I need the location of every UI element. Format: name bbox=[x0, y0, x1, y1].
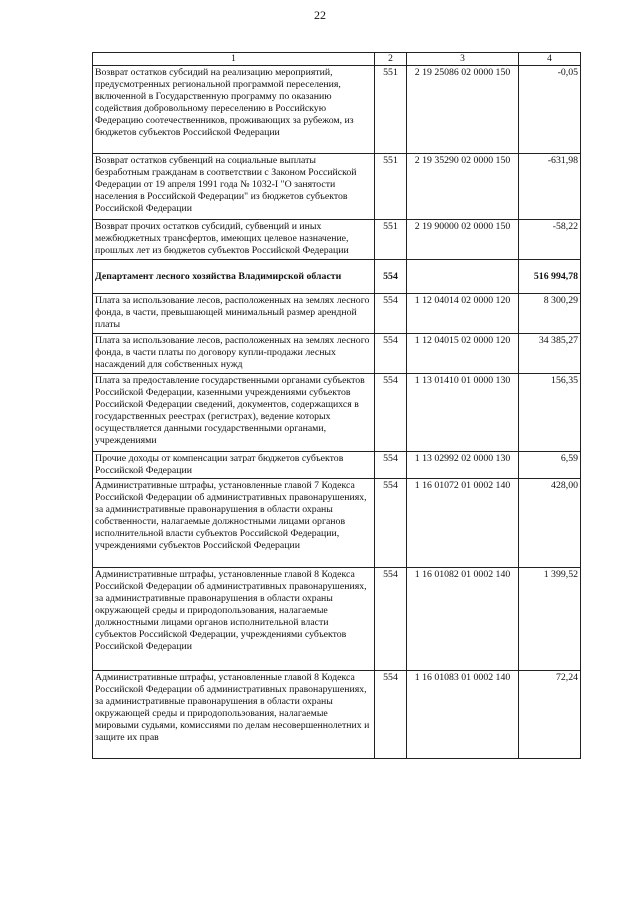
table-row bbox=[93, 154, 581, 220]
page-number: 22 bbox=[314, 8, 326, 22]
table-row bbox=[93, 374, 581, 452]
table-row bbox=[93, 334, 581, 374]
column-header: 2 bbox=[375, 53, 407, 66]
budget-table bbox=[92, 52, 581, 759]
row-code: 554 bbox=[375, 334, 407, 374]
table-row bbox=[93, 479, 581, 568]
row-name: Плата за использование лесов, расположенных на землях лесного фонда, в части, превышающей минимальный размер арендной платы bbox=[93, 294, 375, 334]
row-amount: -0,05 bbox=[519, 66, 581, 154]
row-name: Плата за предоставление государственными органами субъектов Российской Федерации, казенными учреждениями субъектов Российской Федерации сведений, документов, содержащихся в государственных реестрах (регистрах), ведение которых осуществляется данными государственными органами, учреждениями bbox=[93, 374, 375, 452]
row-name: Административные штрафы, установленные главой 7 Кодекса Российской Федерации об административных правонарушениях, за административные правонарушения в области охраны собственности, налагаемые должностными лицами органов исполнительной власти субъектов Российской Федерации, учреждениями субъектов Российской Федерации bbox=[93, 479, 375, 568]
row-name: Плата за использование лесов, расположенных на землях лесного фонда, в части платы по договору купли-продажи лесных насаждений для собственных нужд bbox=[93, 334, 375, 374]
row-amount: 428,00 bbox=[519, 479, 581, 568]
row-name: Административные штрафы, установленные главой 8 Кодекса Российской Федерации об административных правонарушениях, за административные правонарушения в области охраны окружающей среды и природопользования, налагаемые мировыми судьями, комиссиями по делам несовершеннолетних и защите их прав bbox=[93, 671, 375, 759]
row-code: 551 bbox=[375, 66, 407, 154]
row-code: 554 bbox=[375, 294, 407, 334]
row-amount: -58,22 bbox=[519, 220, 581, 260]
table-row bbox=[93, 452, 581, 479]
row-name: Возврат прочих остатков субсидий, субвенций и иных межбюджетных трансфертов, имеющих целевое назначение, прошлых лет из бюджетов субъектов Российской Федерации bbox=[93, 220, 375, 260]
row-code: 554 bbox=[375, 260, 407, 294]
row-kbk: 1 13 01410 01 0000 130 bbox=[407, 374, 519, 452]
row-kbk: 1 12 04014 02 0000 120 bbox=[407, 294, 519, 334]
row-name: Прочие доходы от компенсации затрат бюджетов субъектов Российской Федерации bbox=[93, 452, 375, 479]
row-amount: 8 300,29 bbox=[519, 294, 581, 334]
column-header: 1 bbox=[93, 53, 375, 66]
row-kbk: 1 13 02992 02 0000 130 bbox=[407, 452, 519, 479]
row-name: Возврат остатков субвенций на социальные выплаты безработным гражданам в соответствии с Законом Российской Федерации от 19 апреля 1991 года № 1032-I "О занятости населения в Российской Федерации" из бюджетов субъектов Российской Федерации bbox=[93, 154, 375, 220]
row-name: Возврат остатков субсидий на реализацию мероприятий, предусмотренных региональной программой переселения, включенной в Государственную программу по оказанию содействия добровольному переселению в Российскую Федерацию соотечественников, проживающих за рубежом, из бюджетов субъектов Российской Федерации bbox=[93, 66, 375, 154]
table-row bbox=[93, 66, 581, 154]
row-kbk: 1 16 01072 01 0002 140 bbox=[407, 479, 519, 568]
row-code: 551 bbox=[375, 154, 407, 220]
table-row bbox=[93, 294, 581, 334]
row-name: Административные штрафы, установленные главой 8 Кодекса Российской Федерации об административных правонарушениях, за административные правонарушения в области охраны окружающей среды и природопользования, налагаемые должностными лицами органов исполнительной власти субъектов Российской Федерации, учреждениями субъектов Российской Федерации bbox=[93, 568, 375, 671]
department-row bbox=[93, 260, 581, 294]
row-code: 554 bbox=[375, 452, 407, 479]
row-kbk: 2 19 90000 02 0000 150 bbox=[407, 220, 519, 260]
row-amount: 6,59 bbox=[519, 452, 581, 479]
table-row bbox=[93, 220, 581, 260]
row-code: 554 bbox=[375, 671, 407, 759]
row-amount: 34 385,27 bbox=[519, 334, 581, 374]
table-row bbox=[93, 671, 581, 759]
row-code: 551 bbox=[375, 220, 407, 260]
row-amount: 1 399,52 bbox=[519, 568, 581, 671]
row-kbk: 1 16 01082 01 0002 140 bbox=[407, 568, 519, 671]
row-code: 554 bbox=[375, 479, 407, 568]
row-kbk: 2 19 35290 02 0000 150 bbox=[407, 154, 519, 220]
row-code: 554 bbox=[375, 374, 407, 452]
table-row bbox=[93, 568, 581, 671]
row-kbk bbox=[407, 260, 519, 294]
row-code: 554 bbox=[375, 568, 407, 671]
department-total: 516 994,78 bbox=[519, 260, 581, 294]
row-kbk: 2 19 25086 02 0000 150 bbox=[407, 66, 519, 154]
row-kbk: 1 16 01083 01 0002 140 bbox=[407, 671, 519, 759]
row-kbk: 1 12 04015 02 0000 120 bbox=[407, 334, 519, 374]
column-header: 4 bbox=[519, 53, 581, 66]
table-header-row bbox=[93, 53, 581, 66]
row-amount: -631,98 bbox=[519, 154, 581, 220]
row-amount: 72,24 bbox=[519, 671, 581, 759]
column-header: 3 bbox=[407, 53, 519, 66]
department-name: Департамент лесного хозяйства Владимирской области bbox=[93, 260, 375, 294]
row-amount: 156,35 bbox=[519, 374, 581, 452]
